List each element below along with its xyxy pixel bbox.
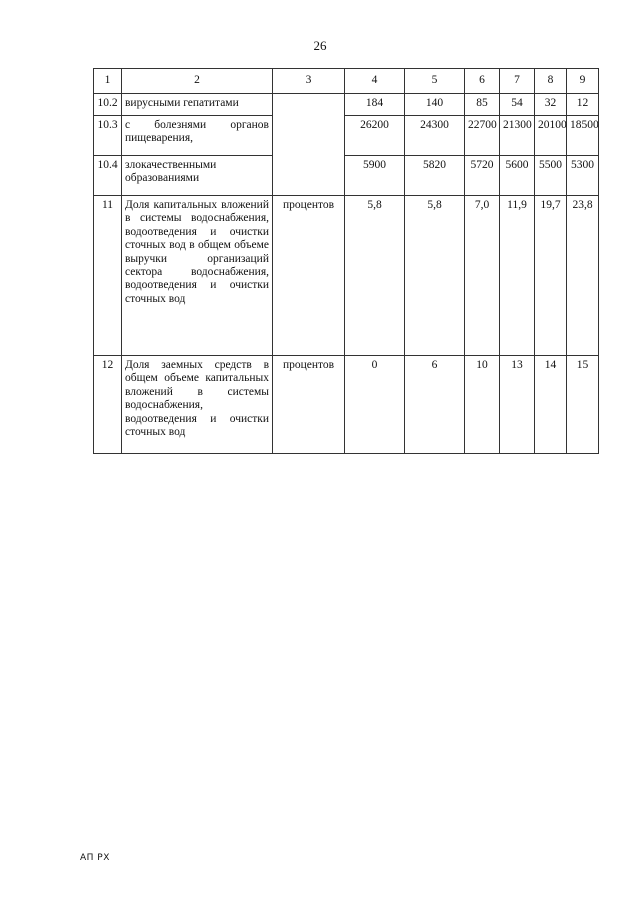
header-cell: 6 (465, 69, 500, 94)
value-cell: 0 (345, 356, 405, 454)
value-cell: 20100 (535, 116, 567, 156)
value-cell: 85 (465, 94, 500, 116)
value-cell: 12 (567, 94, 599, 116)
header-cell: 3 (273, 69, 345, 94)
row-unit: процентов (273, 356, 345, 454)
header-cell: 4 (345, 69, 405, 94)
footer-mark: АП РХ (80, 853, 110, 863)
value-cell: 54 (500, 94, 535, 116)
value-cell: 5820 (405, 156, 465, 196)
value-cell: 5720 (465, 156, 500, 196)
value-cell: 7,0 (465, 196, 500, 356)
table-row (94, 94, 599, 116)
table-header-row (94, 69, 599, 94)
row-description: Доля заемных средств в общем объеме капитальных вложений в системы водоснабжения, водоотведения и очистки сточных вод (122, 356, 273, 454)
row-unit: процентов (273, 196, 345, 356)
header-cell: 8 (535, 69, 567, 94)
indicators-table (93, 68, 599, 454)
row-number: 11 (94, 196, 122, 356)
value-cell: 14 (535, 356, 567, 454)
value-cell: 5300 (567, 156, 599, 196)
value-cell: 13 (500, 356, 535, 454)
header-cell: 7 (500, 69, 535, 94)
value-cell: 5600 (500, 156, 535, 196)
header-cell: 9 (567, 69, 599, 94)
header-cell: 1 (94, 69, 122, 94)
row-number: 12 (94, 356, 122, 454)
value-cell: 140 (405, 94, 465, 116)
row-number: 10.2 (94, 94, 122, 116)
value-cell: 19,7 (535, 196, 567, 356)
row-description: вирусными гепатитами (122, 94, 273, 116)
value-cell: 21300 (500, 116, 535, 156)
header-cell: 2 (122, 69, 273, 94)
table-row (94, 156, 599, 196)
value-cell: 184 (345, 94, 405, 116)
value-cell: 6 (405, 356, 465, 454)
row-number: 10.3 (94, 116, 122, 156)
value-cell: 5,8 (345, 196, 405, 356)
value-cell: 32 (535, 94, 567, 116)
value-cell: 22700 (465, 116, 500, 156)
value-cell: 5900 (345, 156, 405, 196)
value-cell: 15 (567, 356, 599, 454)
value-cell: 5,8 (405, 196, 465, 356)
table-row (94, 196, 599, 356)
value-cell: 18500 (567, 116, 599, 156)
value-cell: 26200 (345, 116, 405, 156)
value-cell: 5500 (535, 156, 567, 196)
row-description: с болезнями органов пищеварения, (122, 116, 273, 156)
value-cell: 24300 (405, 116, 465, 156)
row-description: Доля капитальных вложений в системы водоснабжения, водоотведения и очистки сточных вод в общем объеме выручки организаций сектора водоснабжения, водоотведения и очистки сточных вод (122, 196, 273, 356)
value-cell: 23,8 (567, 196, 599, 356)
page-number: 26 (313, 38, 327, 53)
row-number: 10.4 (94, 156, 122, 196)
value-cell: 11,9 (500, 196, 535, 356)
table-row (94, 116, 599, 156)
value-cell: 10 (465, 356, 500, 454)
header-cell: 5 (405, 69, 465, 94)
row-unit (273, 94, 345, 196)
row-description: злокачественными образованиями (122, 156, 273, 196)
table-row (94, 356, 599, 454)
